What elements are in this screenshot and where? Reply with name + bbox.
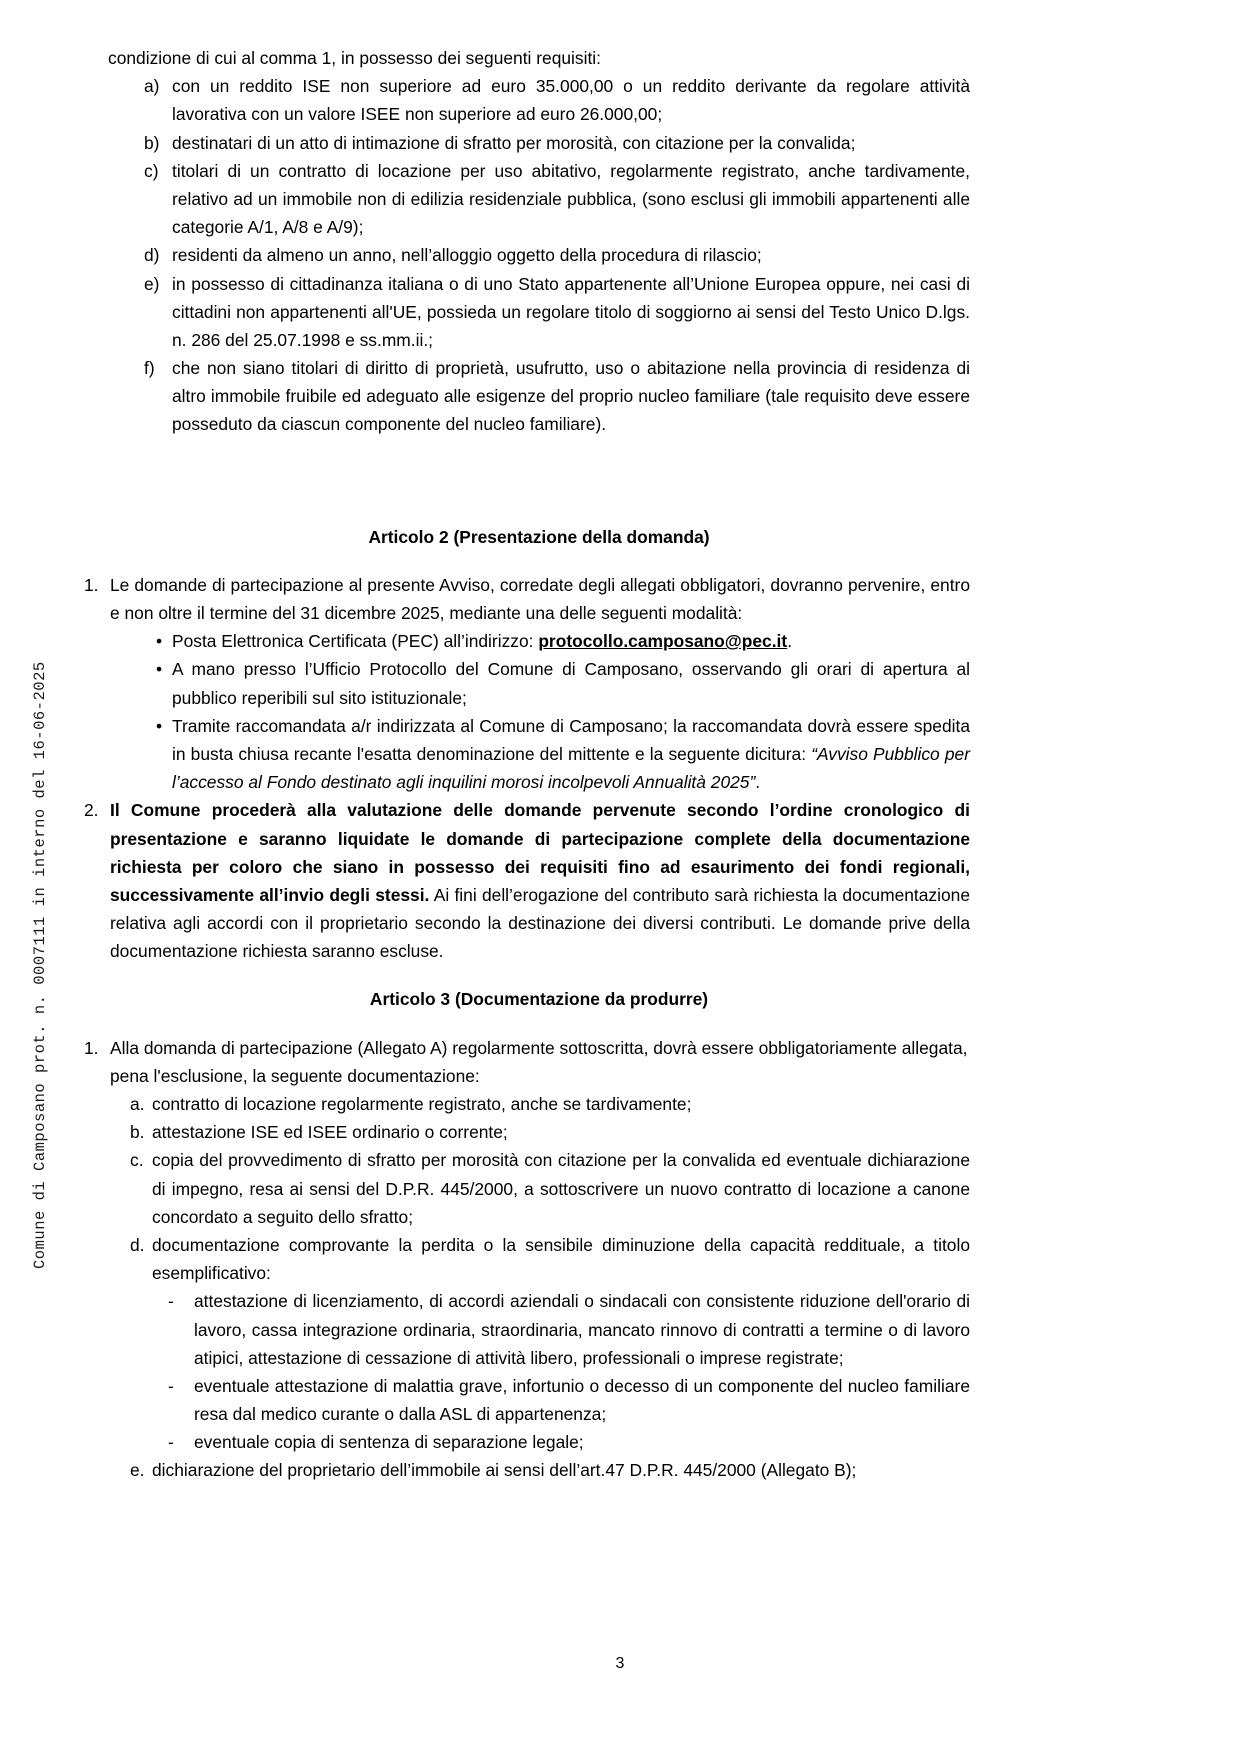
modality-item-pec (156, 627, 970, 655)
bullet-icon: • (156, 631, 163, 652)
document-item-e (130, 1456, 970, 1484)
list-text: che non siano titolari di diritto di proprietà, usufrutto, uso o abitazione nella provincia di residenza di altro immobile fruibile ed adeguato alle esigenze del proprio nucleo familiare (tale requisito deve essere posseduto da ciascun componente del nucleo familiare). (172, 358, 970, 435)
registered-mail-suffix: . (755, 772, 761, 793)
article-3-documents-list (108, 1090, 970, 1485)
list-text: dichiarazione del proprietario dell’immobile ai sensi dell’art.47 D.P.R. 445/2000 (Allegato B); (152, 1460, 857, 1481)
list-text: attestazione ISE ed ISEE ordinario o corrente; (152, 1122, 508, 1143)
list-marker: b) (144, 132, 160, 153)
list-marker: e. (130, 1460, 145, 1481)
article-3-item-1 (84, 1034, 970, 1090)
list-text: eventuale attestazione di malattia grave, infortunio o decesso di un componente del nucleo familiare resa dal medico curante o dalla ASL di appartenenza; (194, 1375, 970, 1425)
list-marker: b. (130, 1122, 145, 1143)
requirement-item-b (144, 129, 970, 157)
pec-suffix: . (787, 631, 793, 652)
requirement-item-c (144, 157, 970, 242)
list-marker: d) (144, 245, 160, 266)
list-text: copia del provvedimento di sfratto per morosità con citazione per la convalida ed eventuale dichiarazione di impegno, resa ai sensi del D.P.R. 445/2000, a sottoscrivere un nuovo contratto di locazione a canone concordato a seguito dello sfratto; (152, 1150, 970, 1227)
list-text: A mano presso l’Ufficio Protocollo del Comune di Camposano, osservando gli orari di apertura al pubblico reperibili sul sito istituzionale; (172, 659, 970, 708)
spacer (108, 1014, 970, 1034)
protocol-stamp-margin (0, 0, 90, 1755)
list-marker: 2. (84, 800, 99, 821)
list-text: in possesso di cittadinanza italiana o di uno Stato appartenente all’Unione Europea oppure, nei casi di cittadini non appartenenti all'UE, possieda un regolare titolo di soggiorno ai sensi del Testo Unico D.lgs. n. 286 del 25.07.1998 e ss.mm.ii.; (172, 273, 970, 350)
article-2-modalities-list (108, 627, 970, 796)
requirement-item-f (144, 354, 970, 439)
article-2-item-2 (84, 796, 970, 965)
document-item-d (130, 1231, 970, 1287)
requirement-item-a (144, 72, 970, 128)
list-marker: f) (144, 358, 155, 379)
list-text (110, 796, 970, 965)
requirement-item-d (144, 241, 970, 269)
list-marker: c. (130, 1150, 144, 1171)
sub-item-dash-3 (168, 1428, 970, 1456)
modality-item-registered-mail (156, 712, 970, 797)
dash-icon: - (168, 1432, 174, 1453)
list-text: residenti da almeno un anno, nell’alloggio oggetto della procedura di rilascio; (172, 245, 762, 266)
modality-item-hand-delivery (156, 655, 970, 711)
bullet-icon: • (156, 659, 163, 680)
protocol-stamp-text: Comune di Camposano prot. n. 0007111 in interno del 16-06-2025 (31, 661, 49, 1269)
list-marker: 1. (84, 1037, 99, 1058)
spacer (108, 965, 970, 985)
page-number: 3 (615, 1655, 625, 1672)
intro-line: condizione di cui al comma 1, in possesso dei seguenti requisiti: (108, 48, 602, 68)
document-item-d-sublist (108, 1287, 970, 1456)
list-text: contratto di locazione regolarmente registrato, anche se tardivamente; (152, 1094, 692, 1114)
pec-email-link[interactable]: protocollo.camposano@pec.it (538, 631, 788, 652)
document-item-b (130, 1118, 970, 1146)
document-item-a (130, 1090, 970, 1118)
list-marker: d. (130, 1234, 145, 1255)
dash-icon: - (168, 1375, 174, 1396)
spacer (108, 439, 970, 523)
article-2-item-2-normal: Ai fini dell’erogazione del contributo sarà richiesta la documentazione relativa agli accordi con il proprietario secondo la destinazione dei diversi contributi. Le domande prive della documentazione richiesta saranno escluse. (110, 884, 970, 962)
requirements-list (108, 72, 970, 438)
article-2-item-2-bold: Il Comune procederà alla valutazione delle domande pervenute secondo l’ordine cronologico di presentazione e saranno liquidate le domande di partecipazione complete della documentazione richiesta per coloro che siano in possesso dei requisiti fino ad esaurimento dei fondi regionali, successivamente all’invio degli stessi. (110, 800, 970, 905)
sub-item-dash-1 (168, 1287, 970, 1372)
pec-label: Posta Elettronica Certificata (PEC) all’indirizzo: (172, 631, 539, 652)
article-2-heading: Articolo 2 (Presentazione della domanda) (368, 526, 710, 547)
list-text: eventuale copia di sentenza di separazione legale; (194, 1432, 584, 1453)
notice-title-quote: “Avviso Pubblico per l’accesso al Fondo destinato agli inquilini morosi incolpevoli Annualità 2025” (172, 743, 970, 793)
list-text (172, 712, 970, 797)
article-2-item-1 (84, 571, 970, 627)
list-text (172, 627, 970, 655)
list-text: con un reddito ISE non superiore ad euro 35.000,00 o un reddito derivante da regolare attività lavorativa con un valore ISEE non superiore ad euro 26.000,00; (172, 76, 970, 125)
sub-item-dash-2 (168, 1372, 970, 1428)
list-marker: c) (144, 160, 159, 181)
list-text: titolari di un contratto di locazione per uso abitativo, regolarmente registrato, anche tardivamente, relativo ad un immobile non di edilizia residenziale pubblica, (sono esclusi gli immobili appartenenti alle categorie A/1, A/8 e A/9); (172, 160, 970, 238)
list-text: Alla domanda di partecipazione (Allegato A) regolarmente sottoscritta, dovrà essere obbligatoriamente allegata, pena l'esclusione, la seguente documentazione: (110, 1037, 968, 1086)
document-item-c (130, 1146, 970, 1231)
registered-mail-text: Tramite raccomandata a/r indirizzata al Comune di Camposano; la raccomandata dovrà essere spedita in busta chiusa recante l'esatta denominazione del mittente e la seguente dicitura: (172, 715, 970, 764)
document-body (84, 44, 970, 1485)
list-marker: a) (144, 76, 160, 97)
list-text: destinatari di un atto di intimazione di sfratto per morosità, con citazione per la convalida; (172, 132, 856, 153)
bullet-icon: • (156, 715, 163, 736)
spacer (108, 551, 970, 571)
list-marker: e) (144, 273, 160, 294)
dash-icon: - (168, 1291, 174, 1312)
requirement-item-e (144, 270, 970, 355)
list-marker: 1. (84, 574, 99, 595)
article-3-heading: Articolo 3 (Documentazione da produrre) (369, 989, 709, 1010)
list-text: documentazione comprovante la perdita o la sensibile diminuzione della capacità reddituale, a titolo esemplificativo: (152, 1234, 970, 1284)
list-text: attestazione di licenziamento, di accordi aziendali o sindacali con consistente riduzione dell'orario di lavoro, cassa integrazione ordinaria, straordinaria, mancato rinnovo di contratti a termine o di lavoro atipici, attestazione di cessazione di attività libero, professionali o imprese registrate; (194, 1291, 970, 1368)
list-marker: a. (130, 1094, 145, 1114)
list-text: Le domande di partecipazione al presente Avviso, corredate degli allegati obbligatori, dovranno pervenire, entro e non oltre il termine del 31 dicembre 2025, mediante una delle seguenti modalità: (110, 574, 970, 623)
